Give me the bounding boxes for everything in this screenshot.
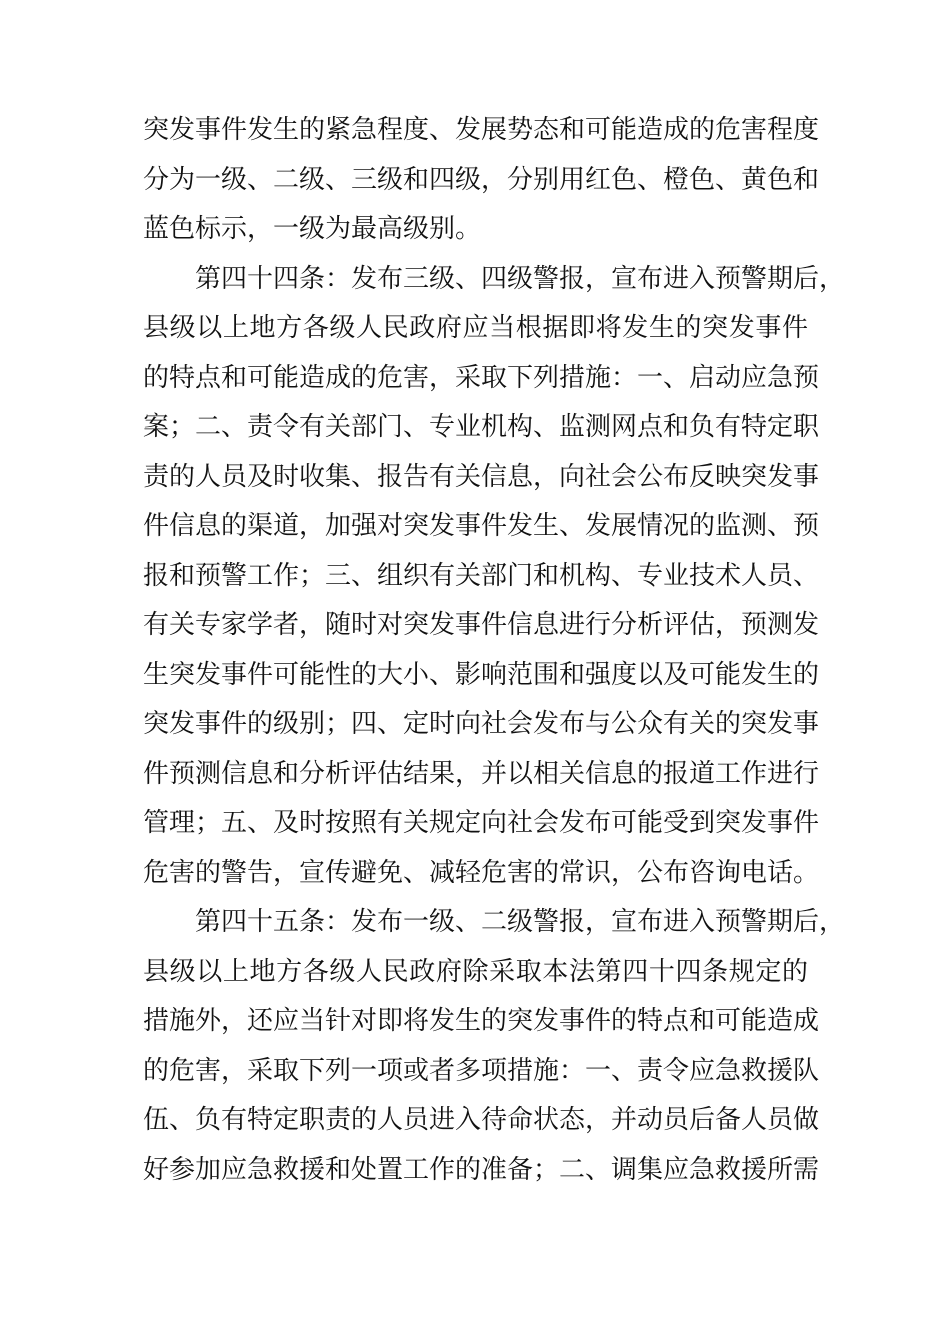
text-line: 报和预警工作；三、组织有关部门和机构、专业技术人员、 xyxy=(143,560,820,591)
document-page xyxy=(143,106,846,1195)
text-line: 案；二、责令有关部门、专业机构、监测网点和负有特定职 xyxy=(143,412,820,442)
text-line: 第四十四条：发布三级、四级警报，宣布进入预警期后， xyxy=(195,263,846,294)
text-line: 管理；五、及时按照有关规定向社会发布可能受到突发事件 xyxy=(143,808,820,838)
text-line: 第四十五条：发布一级、二级警报，宣布进入预警期后， xyxy=(195,907,846,937)
text-line: 的危害，采取下列一项或者多项措施：一、责令应急救援队 xyxy=(143,1055,820,1086)
text-line: 件预测信息和分析评估结果，并以相关信息的报道工作进行 xyxy=(143,758,820,789)
document-body xyxy=(143,106,846,1195)
text-line: 县级以上地方各级人民政府应当根据即将发生的突发事件 xyxy=(143,313,808,343)
text-line: 伍、负有特定职责的人员进入待命状态，并动员后备人员做 xyxy=(143,1105,820,1135)
text-line: 责的人员及时收集、报告有关信息，向社会公布反映突发事 xyxy=(143,461,820,492)
text-line: 蓝色标示，一级为最高级别。 xyxy=(143,214,482,244)
text-line: 的特点和可能造成的危害，采取下列措施：一、启动应急预 xyxy=(143,362,820,393)
text-line: 生突发事件可能性的大小、影响范围和强度以及可能发生的 xyxy=(143,659,820,690)
text-line: 措施外，还应当针对即将发生的突发事件的特点和可能造成 xyxy=(143,1006,820,1036)
text-line: 有关专家学者，随时对突发事件信息进行分析评估，预测发 xyxy=(143,610,820,640)
text-line: 突发事件的级别；四、定时向社会发布与公众有关的突发事 xyxy=(143,709,820,739)
text-line: 件信息的渠道，加强对突发事件发生、发展情况的监测、预 xyxy=(143,511,820,541)
text-line: 县级以上地方各级人民政府除采取本法第四十四条规定的 xyxy=(143,956,808,987)
text-line: 突发事件发生的紧急程度、发展势态和可能造成的危害程度 xyxy=(143,115,820,145)
text-line: 分为一级、二级、三级和四级，分别用红色、橙色、黄色和 xyxy=(143,164,820,195)
text-line: 危害的警告，宣传避免、减轻危害的常识，公布咨询电话。 xyxy=(143,857,820,888)
text-line: 好参加应急救援和处置工作的准备；二、调集应急救援所需 xyxy=(143,1154,820,1185)
